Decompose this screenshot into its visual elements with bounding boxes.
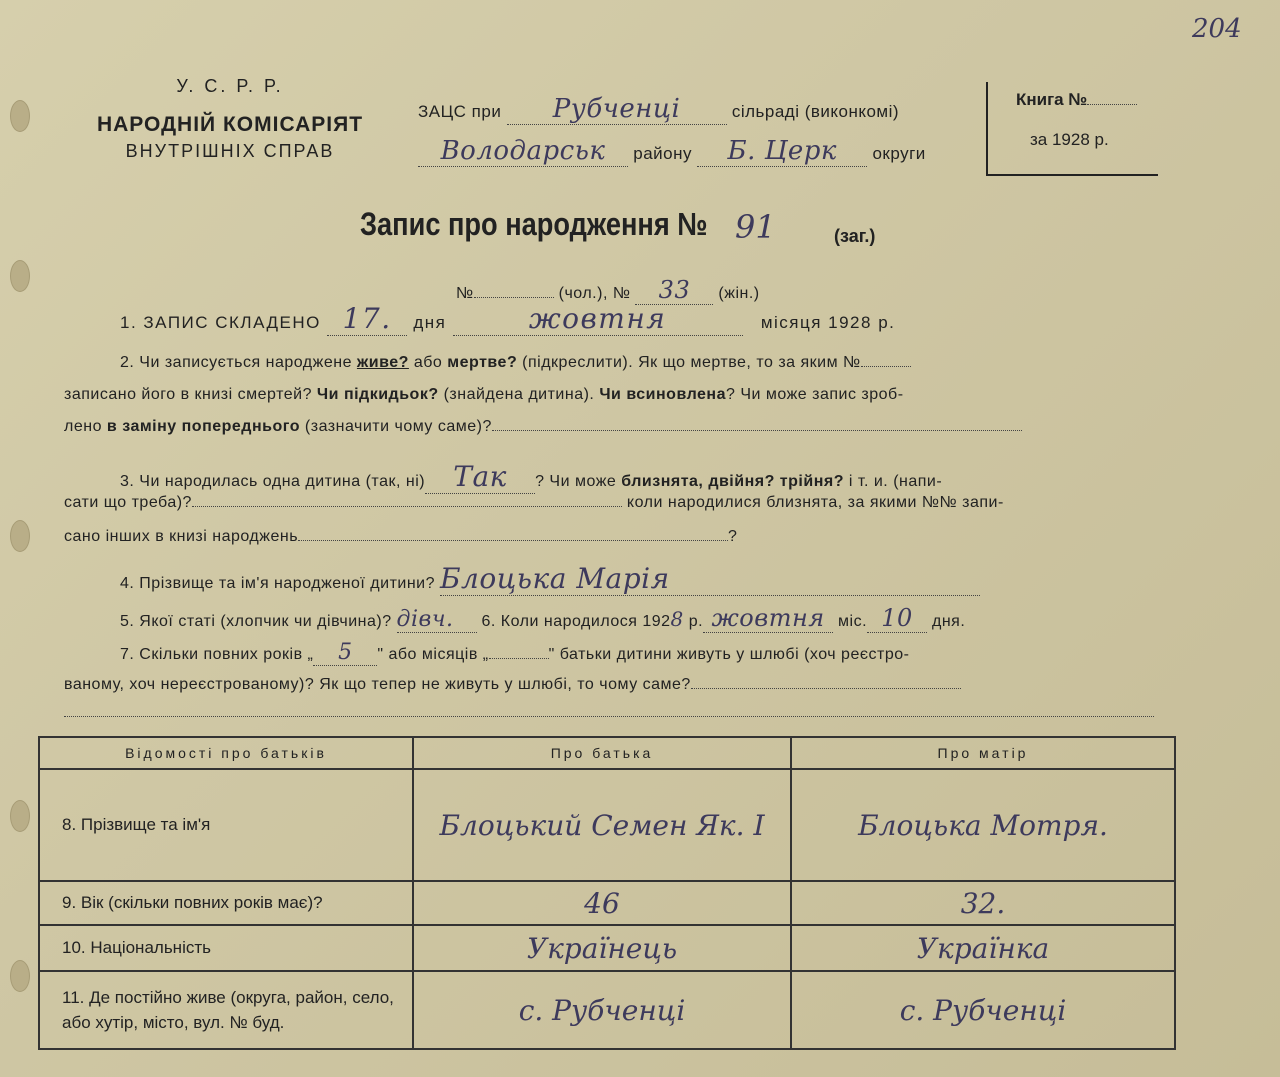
q4-answer: Блоцька Марія xyxy=(440,562,980,596)
q5-line: 5. Якої статі (хлопчик чи дівчина)? дівч. 6. Коли народилося 1928 р. жовтня міс. 10 дня. xyxy=(120,604,966,632)
q6-year: 8 xyxy=(670,607,684,631)
q7-blank-line xyxy=(64,716,1154,717)
ministry-label: НАРОДНІЙ КОМІСАРІЯТ xyxy=(96,113,364,136)
table-row xyxy=(39,881,1175,925)
table-row xyxy=(39,925,1175,971)
father-nationality: Українець xyxy=(413,925,791,971)
father-residence: с. Рубченці xyxy=(413,971,791,1049)
q1-month: жовтня xyxy=(453,302,743,336)
q3-line-1: 3. Чи народилась одна дитина (так, ні) Так ? Чи може близнята, двійня? трійня? і т. и. (напи- xyxy=(120,460,943,493)
q1-day: 17. xyxy=(327,302,407,336)
mother-residence: с. Рубченці xyxy=(791,971,1175,1049)
table-row xyxy=(39,971,1175,1049)
q6-day: 10 xyxy=(867,604,927,633)
book-number-label: Книга № xyxy=(1016,90,1137,110)
title-text: Запис про народження № xyxy=(360,206,708,242)
mother-nationality: Українка xyxy=(791,925,1175,971)
q3-answer: Так xyxy=(425,460,535,494)
district-label: району xyxy=(633,144,692,163)
header-mother: Про матір xyxy=(791,737,1175,769)
council-label: сільраді (виконкомі) xyxy=(731,102,900,121)
republic-label: У. С. Р. Р. xyxy=(176,76,284,96)
q2-line-3: лено в заміну попереднього (зазначити чому саме)? xyxy=(64,418,1022,436)
father-name: Блоцький Семен Як. І xyxy=(413,769,791,881)
q7-line-1: 7. Скільки повних років „ 5 " або місяців „ " батьки дитини живуть у шлюбі (хоч реєстро- xyxy=(120,640,910,665)
row-label: 9. Вік (скільки повних років має)? xyxy=(39,881,413,925)
q2-line-2: записано його в книзі смертей? Чи підкидьок? (знайдена дитина). Чи всиновлена? Чи може запис зроб- xyxy=(64,386,904,403)
row-label: 8. Прізвище та ім'я xyxy=(39,769,413,881)
village-field: Рубченці xyxy=(507,94,727,125)
q7-line-2: ваному, хоч нереєстрованому)? Як що тепер не живуть у шлюбі, то чому саме? xyxy=(64,676,961,694)
q3-line-3: сано інших в книзі народжень ? xyxy=(64,528,738,545)
book-year: за 1928 р. xyxy=(1030,130,1109,149)
sub-numbers: № (чол.), № 33 (жін.) xyxy=(456,276,760,304)
zags-line-1 xyxy=(418,94,899,125)
okrug-field: Б. Церк xyxy=(697,136,867,167)
zags-prefix: ЗАЦС при xyxy=(418,102,502,121)
record-title xyxy=(360,206,769,243)
department-label: ВНУТРІШНІХ СПРАВ xyxy=(125,141,335,161)
book-box xyxy=(986,82,1158,176)
issuer-block xyxy=(80,76,380,162)
archive-number: 204 xyxy=(1192,14,1242,44)
header-info: Відомості про батьків xyxy=(39,737,413,769)
mother-age: 32. xyxy=(791,881,1175,925)
row-label: 10. Національність xyxy=(39,925,413,971)
okrug-label: округи xyxy=(872,144,926,163)
zags-line-2 xyxy=(418,136,926,167)
q4-line: 4. Прізвище та ім'я народженої дитини? Блоцька Марія xyxy=(120,562,980,596)
q1-line: 1. ЗАПИС СКЛАДЕНО 17. дня жовтня місяця 1928 р. xyxy=(120,302,896,335)
table-row xyxy=(39,769,1175,881)
female-number: 33 xyxy=(635,276,713,305)
row-label: 11. Де постійно живе (округа, район, село, або хутір, місто, вул. № буд. xyxy=(39,971,413,1049)
q7-years: 5 xyxy=(313,640,377,666)
parents-table xyxy=(38,736,1176,1050)
q2-line-1: 2. Чи записується народжене живе? або мертве? (підкреслити). Як що мертве, то за яким № xyxy=(120,354,911,372)
q3-line-2: сати що треба)? коли народилися близнята, за якими №№ запи- xyxy=(64,494,1004,511)
title-suffix: (заг.) xyxy=(834,226,876,246)
q6-month: жовтня xyxy=(703,604,833,633)
mother-name: Блоцька Мотря. xyxy=(791,769,1175,881)
q5-answer: дівч. xyxy=(397,607,477,633)
record-number: 91 xyxy=(735,208,776,246)
header-father: Про батька xyxy=(413,737,791,769)
father-age: 46 xyxy=(413,881,791,925)
district-field: Володарськ xyxy=(418,136,628,167)
